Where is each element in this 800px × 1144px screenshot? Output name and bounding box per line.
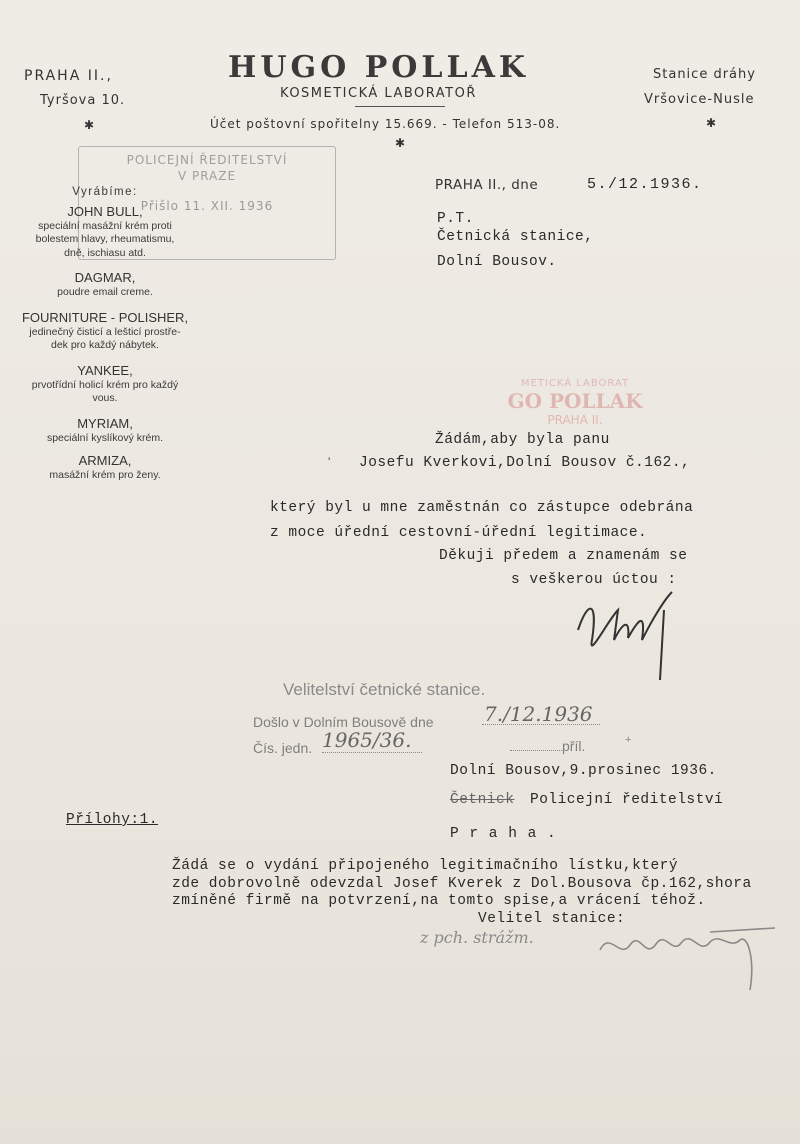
- police-stamp-line3: Přišlo 11. XII. 1936: [140, 199, 274, 213]
- gendarme-attachment-label: příl.: [562, 738, 586, 754]
- forward-addressee: Policejní ředitelství: [530, 792, 724, 808]
- products-column: [14, 186, 196, 483]
- recipient-line1: P.T.: [437, 211, 474, 227]
- signature-title: Velitel stanice:: [478, 911, 626, 927]
- product-item: ARMIZA, masážní krém pro ženy.: [49, 453, 161, 481]
- forward-body-line3: zmíněné firmě na potvrzení,na tomto spise,a vrácení téhož.: [172, 893, 706, 909]
- company-subtitle: KOSMETICKÁ LABORATOŘ: [280, 86, 477, 101]
- product-item: DAGMAR, poudre email creme.: [57, 270, 153, 298]
- gendarme-ref-number: 1965/36.: [322, 728, 412, 752]
- products-heading: Vyrábíme:: [72, 186, 138, 198]
- gendarme-ref-label: Čís. jedn.: [253, 740, 313, 756]
- product-item: FOURNITURE - POLISHER, jedinečný čisticí a lešticí prostře- dek pro každý nábytek.: [21, 309, 189, 351]
- body-line3: který byl u mne zaměstnán co zástupce odebrána: [270, 500, 694, 516]
- place-date-prefix: PRAHA II., dne: [435, 177, 539, 193]
- product-item: MYRIAM, speciální kyslíkový krém.: [46, 415, 164, 444]
- tick-mark: ': [328, 455, 331, 469]
- station-line2: Vršovice-Nusle: [644, 92, 755, 107]
- body-line5: Děkuji předem a znamenám se: [439, 548, 688, 564]
- body-line2: Josefu Kverkovi,Dolní Bousov č.162.,: [359, 455, 691, 471]
- address-street: Tyršova 10.: [40, 93, 126, 108]
- gendarme-stamp-title: Velitelství četnické stanice.: [283, 680, 486, 699]
- forward-body-line2: zde dobrovolně odevzdal Josef Kverek z Dol.Bousova čp.162,shora: [172, 876, 752, 892]
- signature-pollak-icon: [568, 580, 688, 690]
- product-item: JOHN BULL, speciální masážní krém proti bolestem hlavy, rheumatismu, dně, ischiasu atd.: [35, 203, 175, 259]
- police-stamp-line2: V PRAZE: [177, 169, 237, 183]
- recipient-line2: Četnická stanice,: [437, 229, 594, 245]
- gendarme-received-date: 7./12.1936: [484, 702, 593, 726]
- ref-underline: [322, 752, 422, 753]
- letter-date: 5./12.1936.: [587, 176, 703, 193]
- body-line4: z moce úřední cestovní-úřední legitimace.: [270, 525, 648, 541]
- forward-place-date: Dolní Bousov,9.prosinec 1936.: [450, 763, 717, 779]
- company-name: HUGO POLLAK: [228, 50, 529, 85]
- star-right-icon: ✱: [706, 116, 717, 130]
- station-line1: Stanice dráhy: [653, 67, 756, 82]
- struck-word: Četnick: [450, 792, 515, 808]
- attachments-count: Přílohy:1.: [66, 812, 159, 828]
- star-center-icon: ✱: [395, 136, 406, 150]
- recipient-line3: Dolní Bousov.: [437, 254, 557, 270]
- account-line: Účet poštovní spořitelny 15.669. - Telefon 513-08.: [210, 117, 561, 131]
- attachment-underline: [510, 750, 562, 751]
- address-city: PRAHA II.,: [24, 68, 113, 84]
- forward-body-line1: Žádá se o vydání připojeného legitimačního lístku,který: [172, 858, 679, 874]
- gendarme-received-label: Došlo v Dolním Bousově dne: [253, 714, 434, 730]
- forward-city: P r a h a .: [450, 826, 557, 842]
- signature-commander-icon: [590, 920, 780, 1000]
- company-stamp-faint: METICKÁ LABORAT GO POLLAK PRAHA II.: [507, 378, 643, 427]
- date-underline: [482, 724, 600, 725]
- cross-mark: +: [625, 734, 632, 746]
- handwritten-note: z pch. strážm.: [420, 928, 534, 947]
- body-line6: s veškerou úctou :: [511, 572, 677, 588]
- product-item: YANKEE, prvotřídní holicí krém pro každý vous.: [31, 362, 179, 404]
- header-divider: [355, 106, 445, 107]
- police-stamp-line1: POLICEJNÍ ŘEDITELSTVÍ: [126, 153, 288, 167]
- star-left-icon: ✱: [84, 118, 95, 132]
- body-line1: Žádám,aby byla panu: [435, 432, 610, 448]
